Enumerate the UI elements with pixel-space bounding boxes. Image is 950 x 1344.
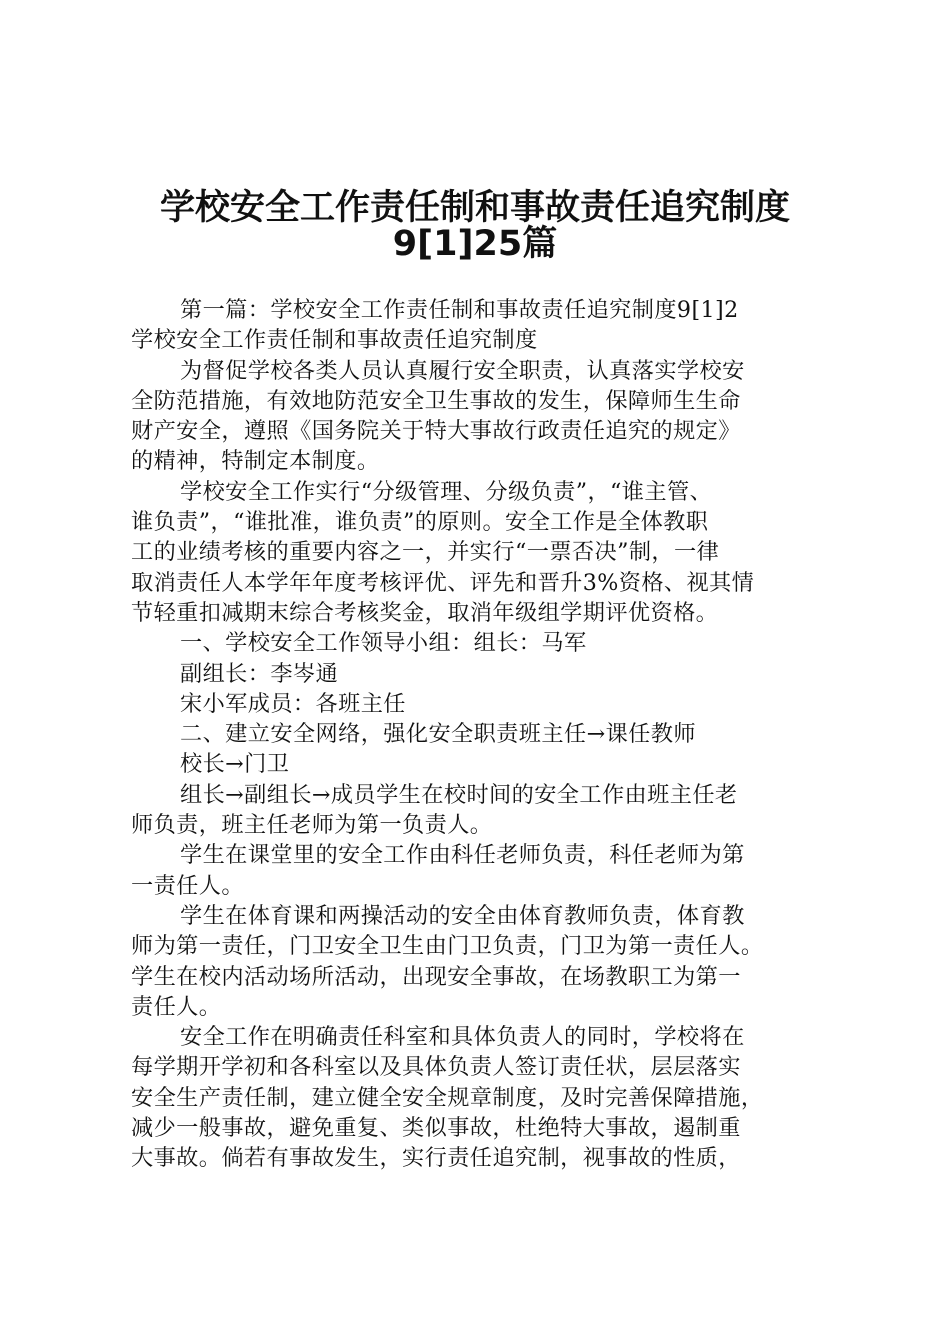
- text-line: 谁负责”，“谁批准，谁负责”的原则。安全工作是全体教职: [131, 509, 709, 536]
- text-line: 减少一般事故，避免重复、类似事故，杜绝特大事故，遏制重: [131, 1115, 741, 1142]
- text-line: 大事故。倘若有事故发生，实行责任追究制，视事故的性质，: [131, 1145, 741, 1172]
- text-line: 财产安全，遵照《国务院关于特大事故行政责任追究的规定》: [131, 418, 741, 445]
- text-line: 副组长：李岑通: [180, 660, 339, 687]
- text-line: 学校安全工作责任制和事故责任追究制度: [131, 327, 538, 354]
- text-line: 安全生产责任制，建立健全安全规章制度，及时完善保障措施，: [131, 1084, 764, 1111]
- text-line: 责任人。: [131, 993, 222, 1020]
- text-line: 一责任人。: [131, 872, 244, 899]
- document-body: [131, 295, 831, 1174]
- text-line: 第一篇：学校安全工作责任制和事故责任追究制度9[1]2: [180, 297, 739, 323]
- text-line: 安全工作在明确责任科室和具体负责人的同时，学校将在: [180, 1024, 745, 1051]
- document-title-line-2: 9[1]25篇: [392, 224, 558, 264]
- text-line: 为督促学校各类人员认真履行安全职责，认真落实学校安: [180, 357, 745, 384]
- document-title-line-1: 学校安全工作责任制和事故责任追究制度: [159, 188, 790, 228]
- text-line: 学生在校内活动场所活动，出现安全事故，在场教职工为第一: [131, 963, 741, 990]
- text-line: 学校安全工作实行“分级管理、分级负责”，“谁主管、: [180, 478, 713, 505]
- text-line: 一、学校安全工作领导小组：组长：马军: [180, 630, 587, 657]
- text-line: 师负责，班主任老师为第一负责人。: [131, 812, 493, 839]
- text-line: 全防范措施，有效地防范安全卫生事故的发生，保障师生生命: [131, 387, 741, 414]
- text-line: 节轻重扣减期末综合考核奖金，取消年级组学期评优资格。: [131, 599, 719, 626]
- text-line: 工的业绩考核的重要内容之一，并实行“一票否决”制，一律: [131, 539, 720, 566]
- text-line: 二、建立安全网络，强化安全职责班主任→课任教师: [180, 721, 696, 748]
- text-line: 每学期开学初和各科室以及具体负责人签订责任状，层层落实: [131, 1054, 741, 1081]
- text-line: 取消责任人本学年年度考核评优、评先和晋升3%资格、视其情: [131, 569, 755, 596]
- text-line: 学生在体育课和两操活动的安全由体育教师负责，体育教: [180, 902, 745, 929]
- text-line: 学生在课堂里的安全工作由科任老师负责，科任老师为第: [180, 842, 745, 869]
- text-line: 的精神，特制定本制度。: [131, 448, 380, 475]
- text-line: 宋小军成员：各班主任: [180, 690, 406, 717]
- text-line: 校长→门卫: [180, 751, 290, 778]
- text-line: 组长→副组长→成员学生在校时间的安全工作由班主任老: [180, 781, 738, 808]
- text-line: 师为第一责任，门卫安全卫生由门卫负责，门卫为第一责任人。: [131, 933, 764, 960]
